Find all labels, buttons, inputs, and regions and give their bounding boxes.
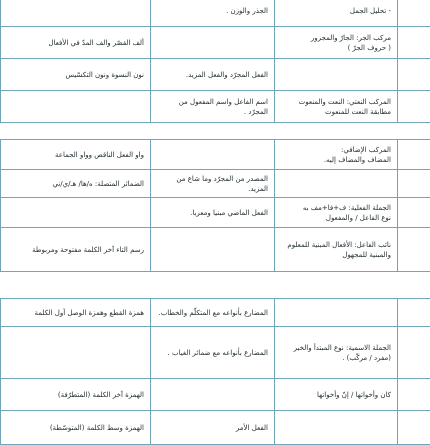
morphology-cell: المضارع بأنواعه مع المتكلّم والخطاب. <box>151 299 275 327</box>
syntax-cell <box>275 299 398 327</box>
syntax-cell <box>275 170 398 198</box>
curriculum-table-1 <box>0 0 430 123</box>
syntax-cell: كان وأخواتها / إنّ وأخواتها <box>275 379 398 411</box>
spelling-cell: همزة القطع وهمزة الوصل أول الكلمة <box>1 299 151 327</box>
curriculum-table-3 <box>0 298 430 445</box>
spelling-cell: واو الفعل الناقص وواو الجماعة <box>1 140 151 170</box>
spelling-cell <box>1 198 151 228</box>
table-row <box>1 411 430 445</box>
row-marker-cell <box>398 59 430 91</box>
syntax-cell: المركب النعتي: النعت والمنعوت مطابقة النعت للمنعوت <box>275 91 398 123</box>
spelling-cell: الضمائر المتصلة: ه/ها/ هـ/ي/ني <box>1 170 151 198</box>
table-row <box>1 0 430 27</box>
table-row <box>1 140 430 170</box>
morphology-cell: اسم الفاعل واسم المفعول من المجرّد . <box>151 91 275 123</box>
table-row <box>1 91 430 123</box>
table-row <box>1 27 430 59</box>
row-marker-cell <box>398 0 430 27</box>
morphology-cell <box>151 228 275 272</box>
row-marker-cell <box>398 228 430 272</box>
row-marker-cell <box>398 299 430 327</box>
table-row <box>1 198 430 228</box>
row-marker-cell <box>398 411 430 445</box>
row-marker-cell <box>398 198 430 228</box>
table-row <box>1 59 430 91</box>
morphology-cell: الفعل الأمر <box>151 411 275 445</box>
spelling-cell: نون النسوة ونون التكسّيس <box>1 59 151 91</box>
spelling-cell: ألف القصّر والف المدّ في الأفعال <box>1 27 151 59</box>
syntax-cell: الجملة الاسمية: نوع المبتدأ والخبر (مفرد / مركّب) . <box>275 327 398 379</box>
spelling-cell <box>1 0 151 27</box>
syntax-cell: - تحليل الجمل <box>275 0 398 27</box>
morphology-cell: الفعل الماضي مبنيا ومعربا. <box>151 198 275 228</box>
spelling-cell: رسم التاء آخر الكلمة مفتوحة ومربوطة <box>1 228 151 272</box>
spelling-cell: الهمزة آخر الكلمة (المتطرّفة) <box>1 379 151 411</box>
row-marker-cell <box>398 140 430 170</box>
spelling-cell <box>1 327 151 379</box>
morphology-cell: الجذر والوزن . <box>151 0 275 27</box>
spelling-cell: الهمزة وسط الكلمة (المتوسّطة) <box>1 411 151 445</box>
syntax-cell <box>275 411 398 445</box>
table-row <box>1 379 430 411</box>
morphology-cell <box>151 27 275 59</box>
row-marker-cell <box>398 170 430 198</box>
table-row <box>1 327 430 379</box>
spelling-cell <box>1 91 151 123</box>
morphology-cell <box>151 140 275 170</box>
syntax-cell <box>275 59 398 91</box>
row-marker-cell <box>398 327 430 379</box>
row-marker-cell <box>398 27 430 59</box>
row-marker-cell <box>398 91 430 123</box>
morphology-cell: الفعل المجرّد والفعل المزيد. <box>151 59 275 91</box>
table-row <box>1 228 430 272</box>
row-marker-cell <box>398 379 430 411</box>
syntax-cell: المركب الإضافي: المضاف والمضاف إليه. <box>275 140 398 170</box>
table-row <box>1 299 430 327</box>
table-row <box>1 170 430 198</box>
morphology-cell: المصدر من المجرّد وما شاع من المزيد. <box>151 170 275 198</box>
morphology-cell <box>151 379 275 411</box>
syntax-cell: الجملة الفعلية: ف+فا+مف به نوع الفاعل / والمفعول <box>275 198 398 228</box>
morphology-cell: المضارع بأنواعه مع ضمائر الغياب . <box>151 327 275 379</box>
syntax-cell: نائب الفاعل: الأفعال المبنية للمعلوم والمبنية للمجهول <box>275 228 398 272</box>
syntax-cell: مركب الجر: الجارّ والمجرور ( حروف الجرّ ) <box>275 27 398 59</box>
curriculum-table-2 <box>0 139 430 272</box>
